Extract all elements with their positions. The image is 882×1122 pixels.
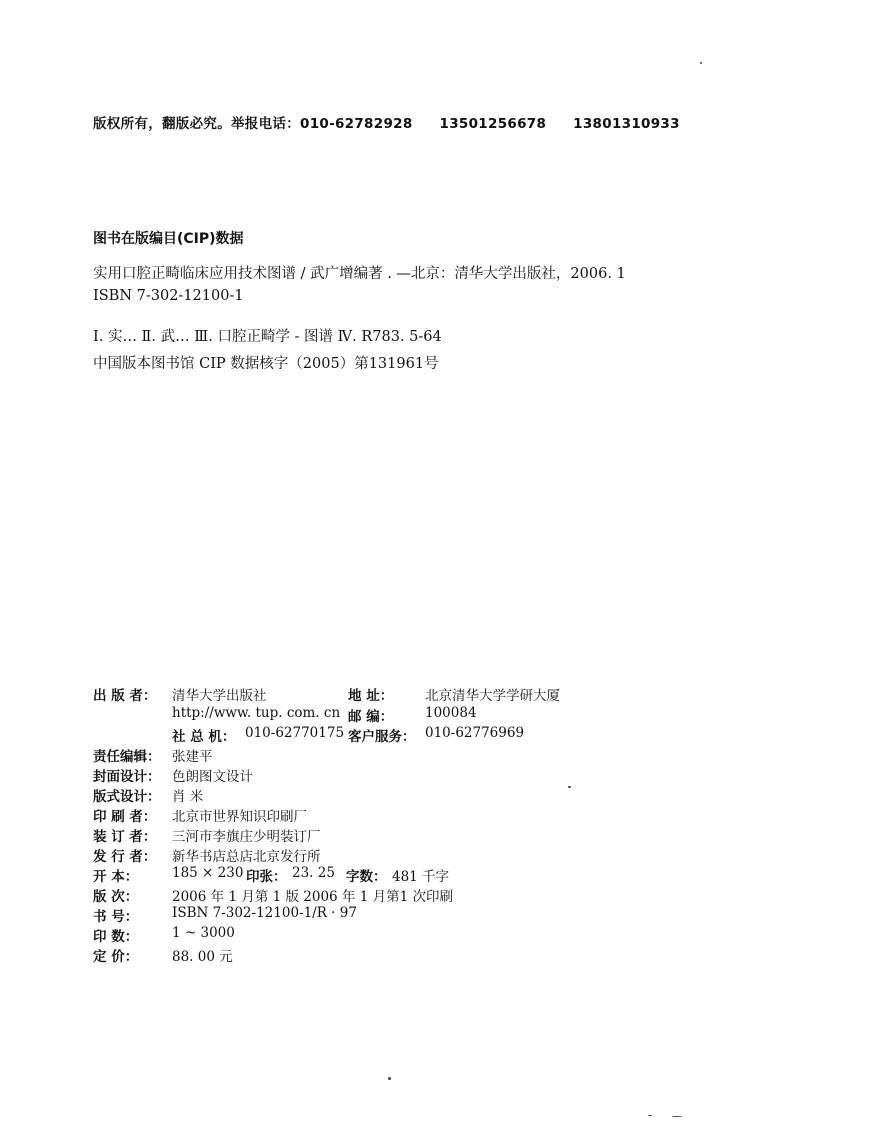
layout-design-value: 肖 米 bbox=[172, 789, 204, 805]
address-label: 地 址： bbox=[348, 688, 394, 704]
website-value: http://www. tup. com. cn bbox=[172, 705, 341, 721]
service-label: 客户服务： bbox=[348, 729, 416, 745]
report-phone-3: 13801310933 bbox=[573, 116, 680, 132]
printer-value: 北京市世界知识印刷厂 bbox=[172, 809, 307, 825]
editor-value: 张建平 bbox=[172, 749, 213, 765]
print-run-label: 印 数： bbox=[93, 929, 139, 945]
postcode-value: 100084 bbox=[425, 705, 477, 721]
editor-label: 责任编辑： bbox=[93, 749, 161, 765]
edition-label: 版 次： bbox=[93, 889, 139, 905]
printer-label: 印 刷 者： bbox=[93, 809, 157, 825]
cip-record-line: 中国版本图书馆 CIP 数据核字（2005）第131961号 bbox=[93, 356, 439, 372]
copyright-statement: 版权所有，翻版必究。举报电话：010-62782928 bbox=[93, 116, 413, 132]
cip-title-line: 实用口腔正畸临床应用技术图谱 / 武广增编著 . —北京：清华大学出版社，2006. 1 bbox=[93, 266, 626, 282]
sheets-label: 印张： bbox=[246, 869, 287, 885]
report-phone-2: 13501256678 bbox=[439, 116, 547, 132]
distributor-value: 新华书店总店北京发行所 bbox=[172, 849, 321, 865]
words-label: 字数： bbox=[346, 869, 387, 885]
format-label: 开 本： bbox=[93, 869, 139, 885]
publisher-value: 清华大学出版社 bbox=[172, 688, 267, 704]
address-value: 北京清华大学学研大厦 bbox=[425, 688, 560, 704]
scan-speck bbox=[672, 1116, 682, 1117]
layout-design-label: 版式设计： bbox=[93, 789, 161, 805]
scan-speck bbox=[700, 62, 702, 64]
switchboard-value: 010-62770175 bbox=[245, 725, 345, 741]
cover-design-value: 色朗图文设计 bbox=[172, 769, 253, 785]
binder-value: 三河市李旗庄少明装订厂 bbox=[172, 829, 321, 845]
format-value: 185 × 230 bbox=[172, 865, 244, 881]
publisher-label: 出 版 者： bbox=[93, 688, 157, 704]
cip-heading: 图书在版编目(CIP)数据 bbox=[93, 231, 244, 247]
cip-isbn-line: ISBN 7-302-12100-1 bbox=[93, 288, 244, 304]
edition-value: 2006 年 1 月第 1 版 2006 年 1 月第1 次印刷 bbox=[172, 889, 453, 905]
scan-speck bbox=[568, 786, 571, 788]
price-label: 定 价： bbox=[93, 949, 139, 965]
sheets-value: 23. 25 bbox=[292, 865, 335, 881]
book-number-label: 书 号： bbox=[93, 909, 139, 925]
binder-label: 装 订 者： bbox=[93, 829, 157, 845]
cover-design-label: 封面设计： bbox=[93, 769, 161, 785]
scan-speck bbox=[388, 1077, 391, 1080]
price-value: 88. 00 元 bbox=[172, 949, 233, 965]
service-value: 010-62776969 bbox=[425, 725, 525, 741]
book-number-value: ISBN 7-302-12100-1/R · 97 bbox=[172, 905, 357, 921]
switchboard-label: 社 总 机： bbox=[172, 729, 236, 745]
print-run-value: 1 ~ 3000 bbox=[172, 925, 235, 941]
cip-classification-line: Ⅰ. 实… Ⅱ. 武… Ⅲ. 口腔正畸学 - 图谱 Ⅳ. R783. 5-64 bbox=[93, 329, 442, 345]
postcode-label: 邮 编： bbox=[348, 709, 394, 725]
words-value: 481 千字 bbox=[392, 869, 450, 885]
copyright-line bbox=[93, 112, 702, 132]
scan-speck bbox=[648, 1115, 652, 1116]
distributor-label: 发 行 者： bbox=[93, 849, 157, 865]
